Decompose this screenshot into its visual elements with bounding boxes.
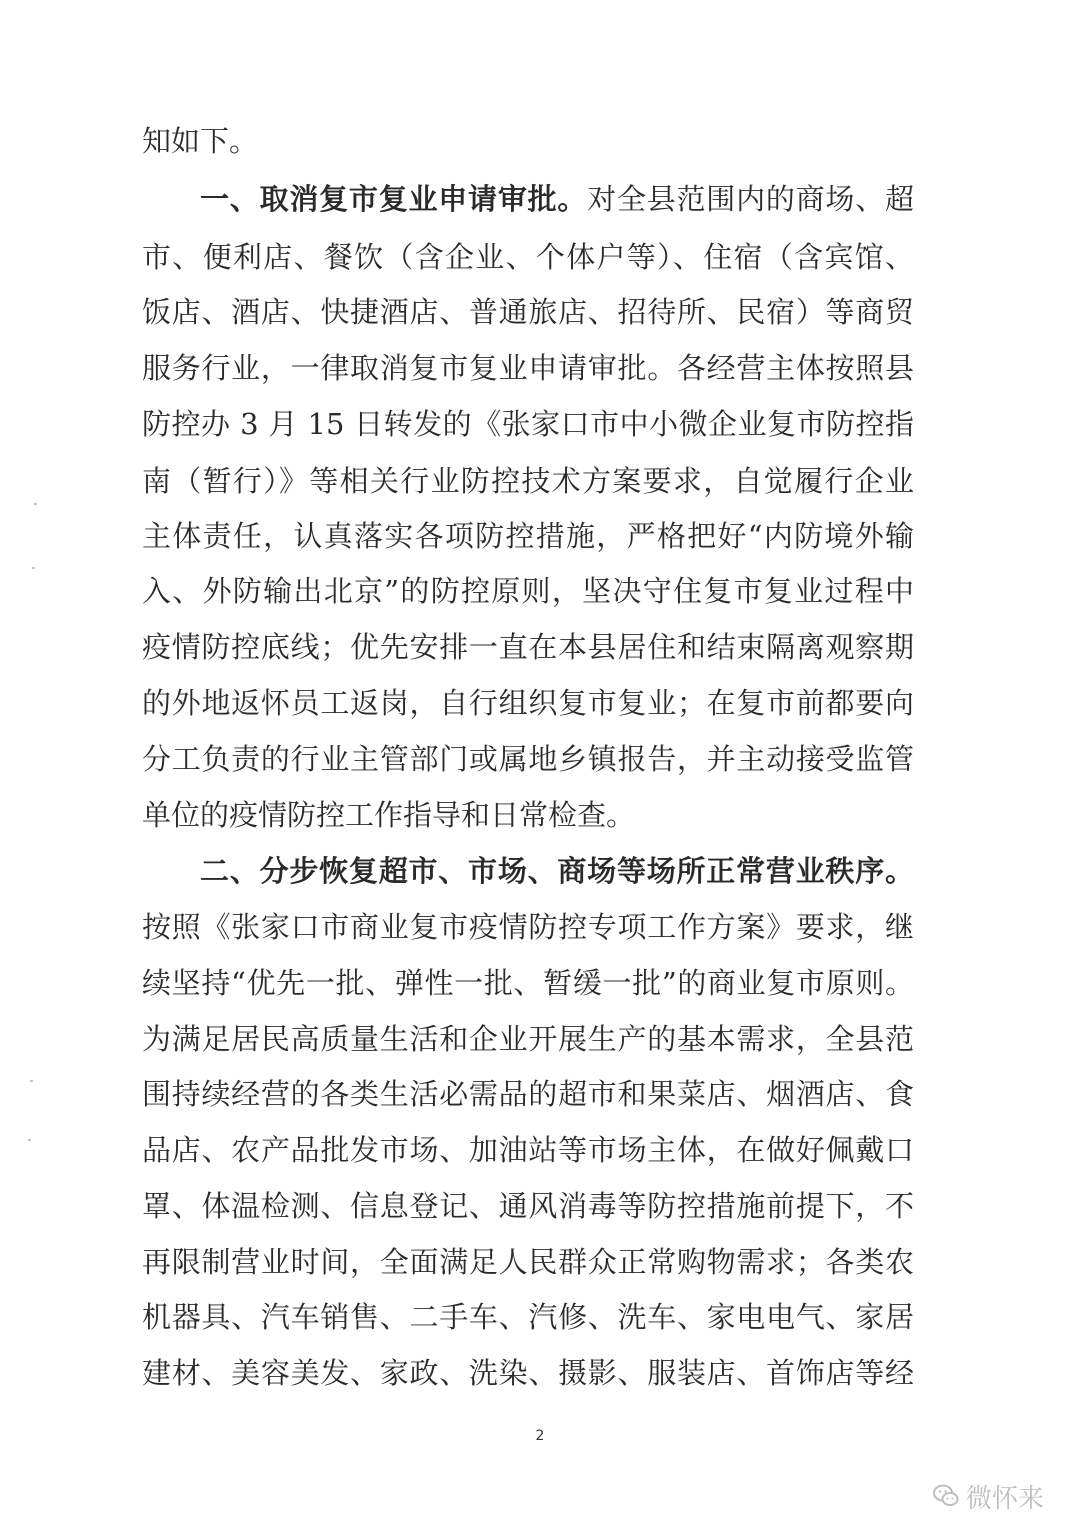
body-line: 主体责任，认真落实各项防控措施，严格把好“内防境外输 (142, 519, 914, 553)
section-1-text: 对全县范围内的商场、超 (587, 182, 914, 216)
body-line: 再限制营业时间，全面满足人民群众正常购物需求；各类农 (142, 1245, 914, 1279)
body-line: 疫情防控底线；优先安排一直在本县居住和结束隔离观察期 (142, 630, 914, 664)
body-line: 的外地返怀员工返岗，自行组织复市复业；在复市前都要向 (142, 686, 914, 720)
body-line: 按照《张家口市商业复市疫情防控专项工作方案》要求，继 (142, 910, 914, 944)
body-line: 品店、农产品批发市场、加油站等市场主体，在做好佩戴口 (142, 1133, 914, 1167)
body-line: 围持续经营的各类生活必需品的超市和果菜店、烟酒店、食 (142, 1077, 914, 1111)
scan-speck (34, 503, 37, 505)
scan-speck (28, 1139, 31, 1141)
body-line: 防控办 3 月 15 日转发的《张家口市中小微企业复市防控指 (142, 407, 914, 441)
body-line: 罩、体温检测、信息登记、通风消毒等防控措施前提下，不 (142, 1189, 914, 1223)
body-line: 机器具、汽车销售、二手车、汽修、洗车、家电电气、家居 (142, 1300, 914, 1334)
body-line: 分工负责的行业主管部门或属地乡镇报告，并主动接受监管 (142, 742, 914, 776)
section-heading-2: 二、分步恢复超市、市场、商场等场所正常营业秩序。 (200, 854, 914, 888)
scan-speck (30, 1080, 33, 1082)
page-number: 2 (535, 1428, 545, 1444)
scan-speck (32, 567, 35, 569)
watermark-text: 微怀来 (966, 1483, 1045, 1514)
body-line: 市、便利店、餐饮（含企业、个体户等）、住宿（含宾馆、 (142, 240, 914, 274)
body-line: 建材、美容美发、家政、洗染、摄影、服装店、首饰店等经 (142, 1356, 914, 1390)
body-line: 为满足居民高质量生活和企业开展生产的基本需求，全县范 (142, 1022, 914, 1056)
body-line: 饭店、酒店、快捷酒店、普通旅店、招待所、民宿）等商贸 (142, 295, 914, 329)
body-line: 续坚持“优先一批、弹性一批、暂缓一批”的商业复市原则。 (142, 966, 914, 1000)
body-line: 服务行业，一律取消复市复业申请审批。各经营主体按照县 (142, 351, 914, 385)
body-line: 南（暂行）》等相关行业防控技术方案要求，自觉履行企业 (142, 464, 914, 498)
section-1-line (200, 174, 914, 224)
wechat-icon (932, 1482, 960, 1510)
body-line: 入、外防输出北京”的防控原则，坚决守住复市复业过程中 (142, 574, 914, 608)
wechat-watermark (932, 1478, 1044, 1514)
section-heading-1: 一、取消复市复业申请审批。 (200, 182, 588, 216)
body-line: 知如下。 (142, 124, 259, 158)
body-line: 单位的疫情防控工作指导和日常检查。 (142, 798, 636, 832)
